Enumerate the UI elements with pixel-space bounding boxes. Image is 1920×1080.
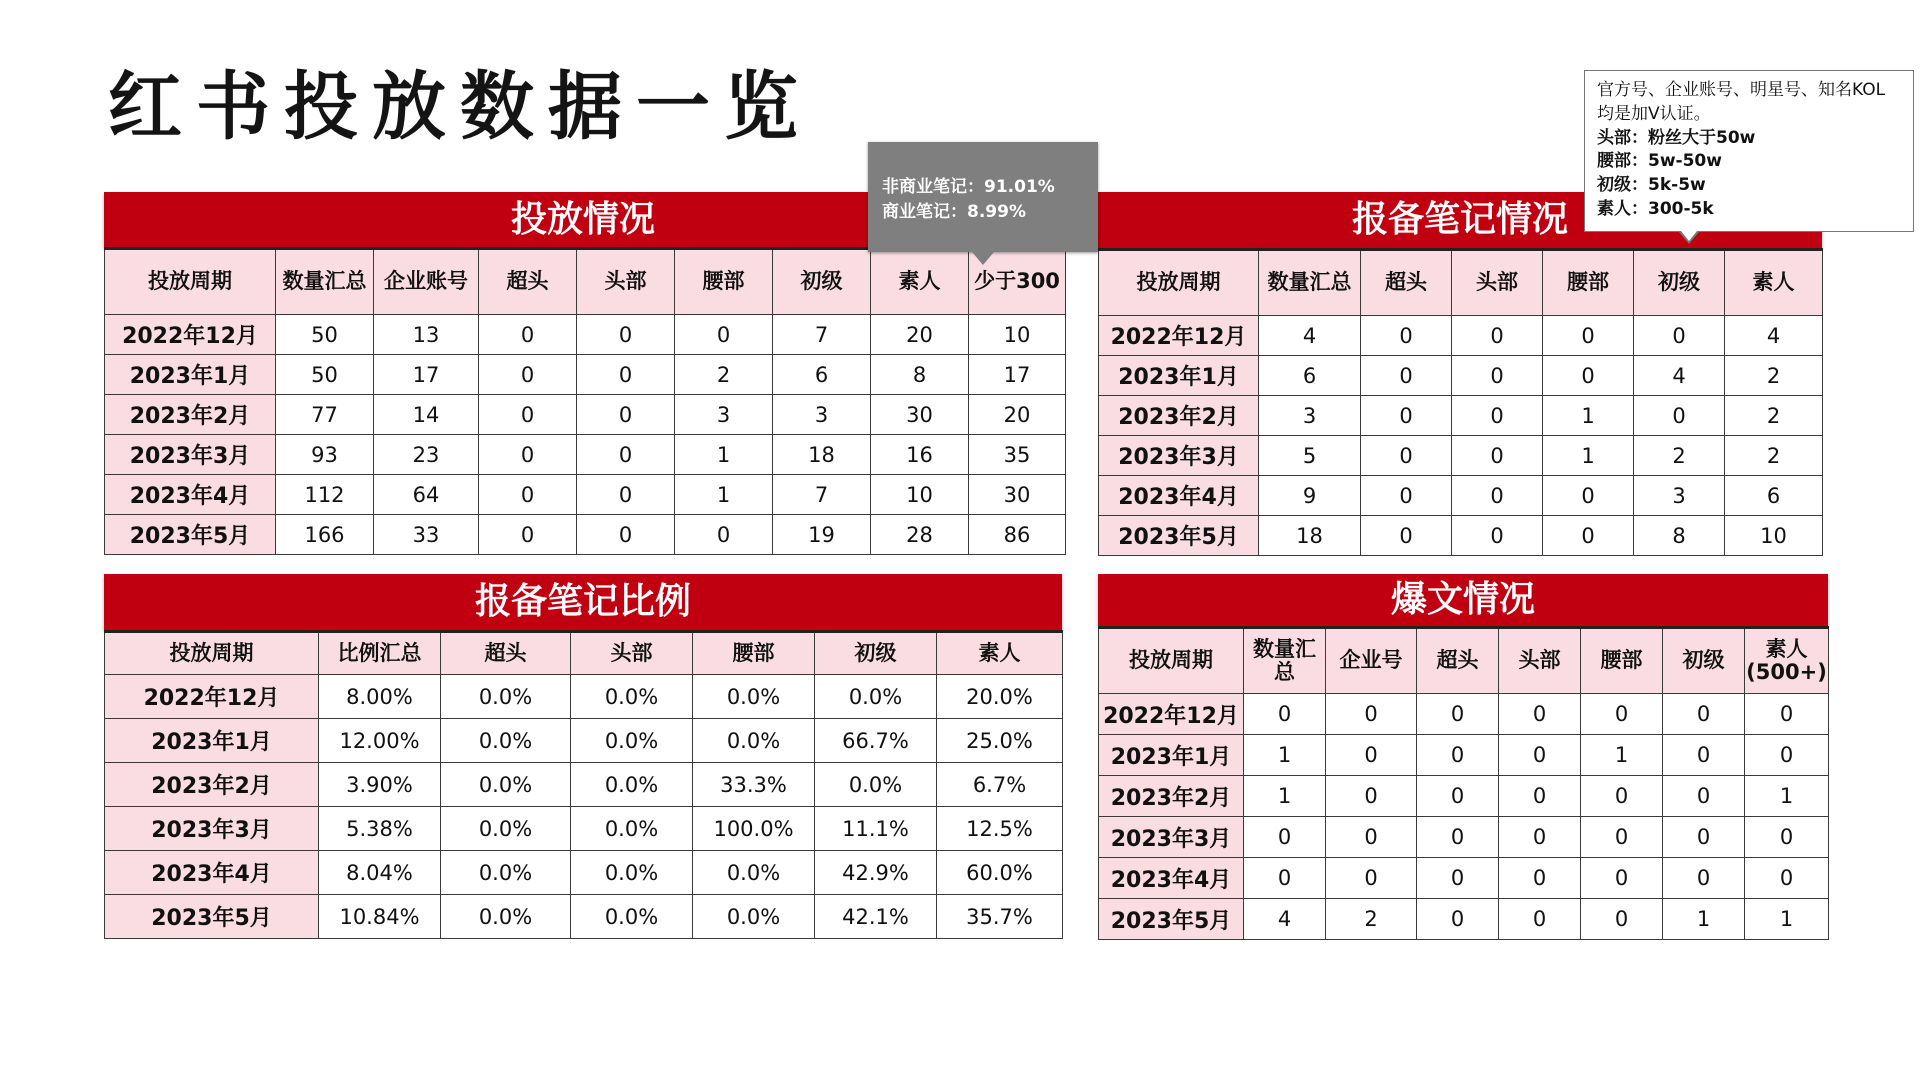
- value-cell: 2: [675, 355, 773, 395]
- value-cell: 20: [969, 395, 1066, 435]
- value-cell: 0: [1543, 476, 1634, 516]
- value-cell: 9: [1259, 476, 1361, 516]
- column-header: 数量汇总: [276, 249, 374, 315]
- value-cell: 0: [1244, 817, 1326, 858]
- value-cell: 0: [1326, 858, 1417, 899]
- value-cell: 3: [773, 395, 871, 435]
- value-cell: 1: [1543, 436, 1634, 476]
- value-cell: 20: [871, 315, 969, 355]
- value-cell: 0.0%: [441, 675, 571, 719]
- period-cell: 2023年3月: [1099, 436, 1259, 476]
- value-cell: 28: [871, 515, 969, 555]
- value-cell: 13: [374, 315, 479, 355]
- value-cell: 86: [969, 515, 1066, 555]
- value-cell: 8.04%: [319, 851, 441, 895]
- value-cell: 64: [374, 475, 479, 515]
- value-cell: 0.0%: [441, 763, 571, 807]
- value-cell: 7: [773, 315, 871, 355]
- value-cell: 0: [1745, 694, 1829, 735]
- value-cell: 4: [1244, 899, 1326, 940]
- value-cell: 33.3%: [693, 763, 815, 807]
- table-row: [105, 515, 1066, 555]
- column-header: 数量汇总: [1259, 250, 1361, 316]
- value-cell: 10: [1725, 516, 1823, 556]
- value-cell: 0: [1499, 694, 1581, 735]
- value-cell: 6: [1259, 356, 1361, 396]
- value-cell: 60.0%: [937, 851, 1063, 895]
- value-cell: 0: [1663, 776, 1745, 817]
- value-cell: 0: [479, 435, 577, 475]
- column-header: 比例汇总: [319, 632, 441, 675]
- value-cell: 0: [1452, 516, 1543, 556]
- value-cell: 7: [773, 475, 871, 515]
- period-cell: 2023年1月: [105, 719, 319, 763]
- note-line-head: 头部：粉丝大于50w: [1597, 127, 1756, 148]
- table-row: [1099, 817, 1829, 858]
- period-cell: 2023年4月: [105, 851, 319, 895]
- value-cell: 1: [1543, 396, 1634, 436]
- value-cell: 0: [1663, 694, 1745, 735]
- value-cell: 18: [1259, 516, 1361, 556]
- column-header: 少于300: [969, 249, 1066, 315]
- period-cell: 2023年1月: [105, 355, 276, 395]
- note-intro: 官方号、企业账号、明星号、知名KOL均是加V认证。: [1597, 80, 1886, 124]
- period-cell: 2023年4月: [1099, 858, 1244, 899]
- value-cell: 0.0%: [441, 851, 571, 895]
- value-cell: 17: [374, 355, 479, 395]
- value-cell: 10.84%: [319, 895, 441, 939]
- value-cell: 8: [1634, 516, 1725, 556]
- period-cell: 2023年2月: [1099, 776, 1244, 817]
- value-cell: 3: [675, 395, 773, 435]
- value-cell: 66.7%: [815, 719, 937, 763]
- value-cell: 2: [1725, 436, 1823, 476]
- value-cell: 0: [1543, 356, 1634, 396]
- value-cell: 1: [1745, 899, 1829, 940]
- value-cell: 5.38%: [319, 807, 441, 851]
- period-cell: 2023年5月: [1099, 899, 1244, 940]
- value-cell: 50: [276, 355, 374, 395]
- value-cell: 1: [675, 475, 773, 515]
- column-header: 投放周期: [105, 632, 319, 675]
- column-header: 初级: [1634, 250, 1725, 316]
- period-cell: 2023年4月: [105, 475, 276, 515]
- value-cell: 33: [374, 515, 479, 555]
- column-header: 素人: [937, 632, 1063, 675]
- column-header: 超头: [479, 249, 577, 315]
- table-row: [1099, 735, 1829, 776]
- column-header: 投放周期: [1099, 250, 1259, 316]
- period-cell: 2023年2月: [1099, 396, 1259, 436]
- note-line-junior: 初级：5k-5w: [1597, 175, 1706, 196]
- value-cell: 0: [1581, 817, 1663, 858]
- table-row: [1099, 776, 1829, 817]
- value-cell: 23: [374, 435, 479, 475]
- value-cell: 0: [1452, 396, 1543, 436]
- value-cell: 0: [1417, 858, 1499, 899]
- value-cell: 0.0%: [441, 807, 571, 851]
- table-row: [105, 355, 1066, 395]
- value-cell: 0.0%: [441, 895, 571, 939]
- value-cell: 166: [276, 515, 374, 555]
- value-cell: 0: [1745, 817, 1829, 858]
- report-notes-panel: [1098, 192, 1822, 556]
- column-header: 头部: [577, 249, 675, 315]
- period-cell: 2022年12月: [1099, 316, 1259, 356]
- value-cell: 0: [577, 315, 675, 355]
- tooltip-commercial: 商业笔记：8.99%: [882, 202, 1026, 222]
- note-line-waist: 腰部：5w-50w: [1597, 151, 1722, 172]
- tooltip-pointer: [972, 252, 994, 265]
- value-cell: 0.0%: [571, 719, 693, 763]
- value-cell: 2: [1634, 436, 1725, 476]
- viral-panel-title: 爆文情况: [1098, 574, 1828, 626]
- table-row: [1099, 858, 1829, 899]
- note-type-tooltip: [868, 142, 1098, 252]
- value-cell: 0: [1452, 356, 1543, 396]
- value-cell: 0: [1543, 516, 1634, 556]
- column-header: 腰部: [1543, 250, 1634, 316]
- value-cell: 0: [1499, 735, 1581, 776]
- column-header: 头部: [1452, 250, 1543, 316]
- value-cell: 0.0%: [571, 895, 693, 939]
- value-cell: 30: [969, 475, 1066, 515]
- period-cell: 2022年12月: [105, 315, 276, 355]
- page-title: 红书投放数据一览: [108, 64, 812, 150]
- delivery-table: [104, 247, 1066, 555]
- table-row: [105, 435, 1066, 475]
- value-cell: 100.0%: [693, 807, 815, 851]
- table-row: [105, 719, 1063, 763]
- value-cell: 25.0%: [937, 719, 1063, 763]
- value-cell: 0.0%: [571, 851, 693, 895]
- period-cell: 2023年2月: [105, 763, 319, 807]
- table-row: [1099, 516, 1823, 556]
- value-cell: 77: [276, 395, 374, 435]
- value-cell: 11.1%: [815, 807, 937, 851]
- value-cell: 0: [1326, 776, 1417, 817]
- value-cell: 42.1%: [815, 895, 937, 939]
- value-cell: 2: [1326, 899, 1417, 940]
- value-cell: 0: [1581, 694, 1663, 735]
- column-header: 企业号: [1326, 628, 1417, 694]
- viral-table: [1098, 626, 1829, 940]
- value-cell: 0: [479, 515, 577, 555]
- column-header: 企业账号: [374, 249, 479, 315]
- table-row: [1099, 316, 1823, 356]
- column-header: 投放周期: [105, 249, 276, 315]
- value-cell: 1: [675, 435, 773, 475]
- column-header: 初级: [815, 632, 937, 675]
- value-cell: 4: [1725, 316, 1823, 356]
- value-cell: 0: [1326, 735, 1417, 776]
- value-cell: 0: [1361, 516, 1452, 556]
- report-ratio-panel: [104, 574, 1062, 939]
- value-cell: 19: [773, 515, 871, 555]
- value-cell: 12.5%: [937, 807, 1063, 851]
- delivery-panel-title: 投放情况: [104, 192, 1062, 247]
- value-cell: 0: [479, 355, 577, 395]
- table-row: [1099, 899, 1829, 940]
- period-cell: 2023年3月: [1099, 817, 1244, 858]
- value-cell: 0: [1634, 316, 1725, 356]
- value-cell: 0: [1417, 776, 1499, 817]
- value-cell: 0: [479, 315, 577, 355]
- value-cell: 0: [1361, 436, 1452, 476]
- value-cell: 1: [1244, 735, 1326, 776]
- value-cell: 8.00%: [319, 675, 441, 719]
- value-cell: 0: [1326, 694, 1417, 735]
- value-cell: 42.9%: [815, 851, 937, 895]
- value-cell: 0: [1663, 858, 1745, 899]
- value-cell: 0.0%: [693, 851, 815, 895]
- column-header: 头部: [1499, 628, 1581, 694]
- tier-definition-note: [1584, 70, 1914, 232]
- value-cell: 0: [1499, 776, 1581, 817]
- column-header: 超头: [1417, 628, 1499, 694]
- period-cell: 2022年12月: [1099, 694, 1244, 735]
- value-cell: 50: [276, 315, 374, 355]
- value-cell: 20.0%: [937, 675, 1063, 719]
- period-cell: 2023年1月: [1099, 735, 1244, 776]
- report-ratio-table: [104, 630, 1063, 939]
- value-cell: 2: [1725, 396, 1823, 436]
- period-cell: 2023年5月: [105, 515, 276, 555]
- table-row: [105, 395, 1066, 435]
- value-cell: 93: [276, 435, 374, 475]
- value-cell: 8: [871, 355, 969, 395]
- value-cell: 0: [1452, 316, 1543, 356]
- period-cell: 2023年2月: [105, 395, 276, 435]
- value-cell: 10: [969, 315, 1066, 355]
- report-notes-panel-title: 报备笔记情况: [1098, 192, 1822, 248]
- value-cell: 6.7%: [937, 763, 1063, 807]
- column-header: 头部: [571, 632, 693, 675]
- column-header: 腰部: [675, 249, 773, 315]
- period-cell: 2023年5月: [105, 895, 319, 939]
- value-cell: 0: [1244, 694, 1326, 735]
- value-cell: 0: [1663, 735, 1745, 776]
- table-row: [1099, 694, 1829, 735]
- value-cell: 0: [1581, 776, 1663, 817]
- column-header: 初级: [1663, 628, 1745, 694]
- period-cell: 2023年3月: [105, 435, 276, 475]
- column-header: 素人 (500+): [1745, 628, 1829, 694]
- value-cell: 0.0%: [693, 675, 815, 719]
- value-cell: 0: [1326, 817, 1417, 858]
- value-cell: 18: [773, 435, 871, 475]
- value-cell: 12.00%: [319, 719, 441, 763]
- value-cell: 17: [969, 355, 1066, 395]
- value-cell: 0: [1499, 858, 1581, 899]
- value-cell: 0: [1452, 436, 1543, 476]
- value-cell: 0: [1417, 817, 1499, 858]
- value-cell: 35.7%: [937, 895, 1063, 939]
- note-pointer-inner: [1681, 231, 1697, 241]
- value-cell: 0.0%: [441, 719, 571, 763]
- value-cell: 6: [773, 355, 871, 395]
- value-cell: 0: [577, 395, 675, 435]
- value-cell: 6: [1725, 476, 1823, 516]
- value-cell: 0: [675, 315, 773, 355]
- value-cell: 112: [276, 475, 374, 515]
- value-cell: 0: [1361, 396, 1452, 436]
- value-cell: 1: [1244, 776, 1326, 817]
- table-row: [1099, 356, 1823, 396]
- value-cell: 2: [1725, 356, 1823, 396]
- value-cell: 0: [1581, 858, 1663, 899]
- value-cell: 1: [1581, 735, 1663, 776]
- column-header: 腰部: [693, 632, 815, 675]
- value-cell: 35: [969, 435, 1066, 475]
- value-cell: 16: [871, 435, 969, 475]
- table-row: [105, 807, 1063, 851]
- value-cell: 0: [1581, 899, 1663, 940]
- table-row: [105, 315, 1066, 355]
- column-header: 投放周期: [1099, 628, 1244, 694]
- value-cell: 0: [1244, 858, 1326, 899]
- value-cell: 0.0%: [815, 675, 937, 719]
- report-notes-table: [1098, 248, 1823, 556]
- value-cell: 0: [1543, 316, 1634, 356]
- period-cell: 2023年5月: [1099, 516, 1259, 556]
- column-header: 数量汇总: [1244, 628, 1326, 694]
- value-cell: 3: [1259, 396, 1361, 436]
- viral-panel: [1098, 574, 1828, 940]
- value-cell: 14: [374, 395, 479, 435]
- table-row: [1099, 396, 1823, 436]
- value-cell: 3.90%: [319, 763, 441, 807]
- tooltip-noncommercial: 非商业笔记：91.01%: [882, 177, 1055, 197]
- value-cell: 0: [577, 475, 675, 515]
- period-cell: 2023年4月: [1099, 476, 1259, 516]
- value-cell: 0: [1745, 735, 1829, 776]
- value-cell: 5: [1259, 436, 1361, 476]
- column-header: 超头: [1361, 250, 1452, 316]
- value-cell: 30: [871, 395, 969, 435]
- table-row: [105, 675, 1063, 719]
- value-cell: 0: [1361, 316, 1452, 356]
- value-cell: 0: [1634, 396, 1725, 436]
- value-cell: 0: [1417, 735, 1499, 776]
- value-cell: 0: [1417, 899, 1499, 940]
- column-header: 腰部: [1581, 628, 1663, 694]
- value-cell: 1: [1663, 899, 1745, 940]
- value-cell: 0.0%: [693, 895, 815, 939]
- table-row: [105, 895, 1063, 939]
- value-cell: 3: [1634, 476, 1725, 516]
- value-cell: 0: [1361, 356, 1452, 396]
- period-cell: 2022年12月: [105, 675, 319, 719]
- value-cell: 0: [577, 435, 675, 475]
- value-cell: 0: [675, 515, 773, 555]
- value-cell: 0: [479, 475, 577, 515]
- value-cell: 0: [1499, 817, 1581, 858]
- column-header: 初级: [773, 249, 871, 315]
- value-cell: 4: [1634, 356, 1725, 396]
- value-cell: 0: [1499, 899, 1581, 940]
- value-cell: 0: [1663, 817, 1745, 858]
- value-cell: 10: [871, 475, 969, 515]
- value-cell: 1: [1745, 776, 1829, 817]
- table-row: [105, 763, 1063, 807]
- table-row: [105, 851, 1063, 895]
- value-cell: 0: [1452, 476, 1543, 516]
- table-row: [1099, 436, 1823, 476]
- value-cell: 0.0%: [571, 807, 693, 851]
- value-cell: 4: [1259, 316, 1361, 356]
- report-ratio-panel-title: 报备笔记比例: [104, 574, 1062, 630]
- value-cell: 0: [1361, 476, 1452, 516]
- note-line-amateur: 素人：300-5k: [1597, 198, 1714, 219]
- value-cell: 0.0%: [571, 763, 693, 807]
- value-cell: 0: [577, 515, 675, 555]
- period-cell: 2023年1月: [1099, 356, 1259, 396]
- value-cell: 0.0%: [815, 763, 937, 807]
- value-cell: 0.0%: [571, 675, 693, 719]
- value-cell: 0: [577, 355, 675, 395]
- period-cell: 2023年3月: [105, 807, 319, 851]
- value-cell: 0: [1417, 694, 1499, 735]
- value-cell: 0: [479, 395, 577, 435]
- column-header: 素人: [1725, 250, 1823, 316]
- value-cell: 0: [1745, 858, 1829, 899]
- column-header: 素人: [871, 249, 969, 315]
- value-cell: 0.0%: [693, 719, 815, 763]
- table-row: [1099, 476, 1823, 516]
- column-header: 超头: [441, 632, 571, 675]
- table-row: [105, 475, 1066, 515]
